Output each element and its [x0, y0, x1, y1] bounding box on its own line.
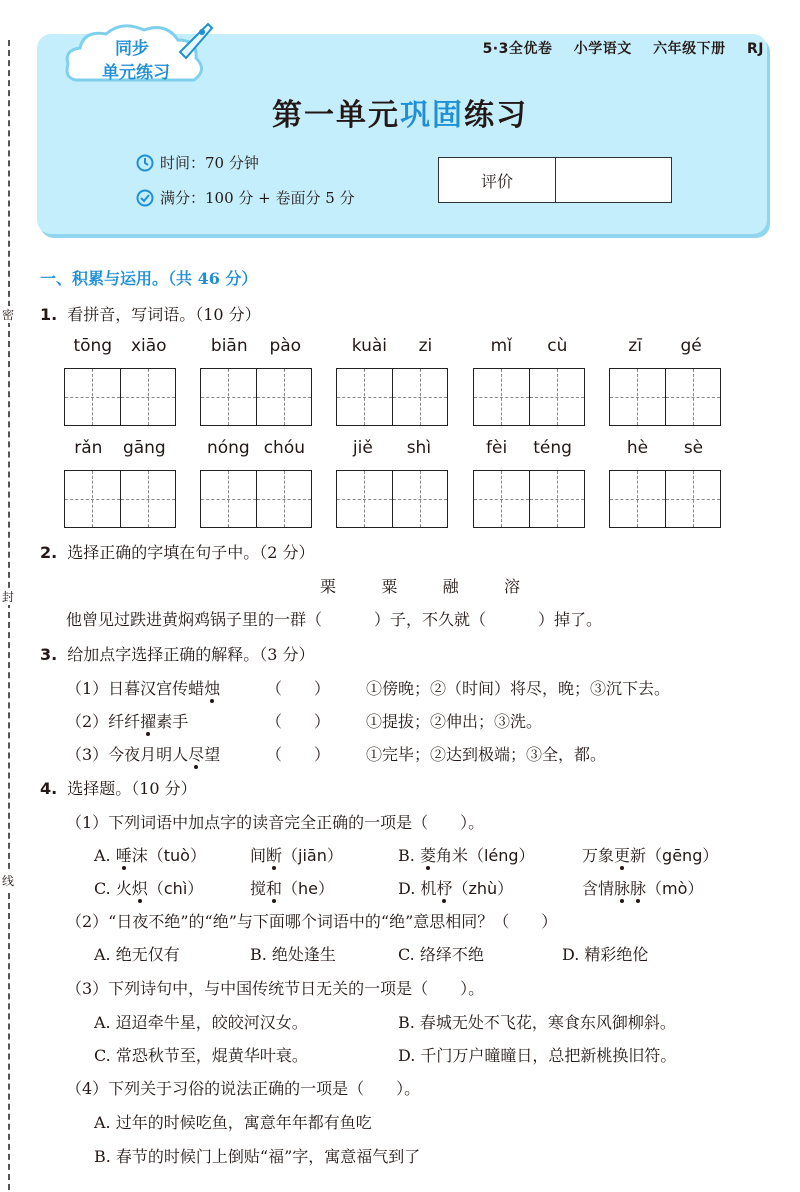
q4-2-option-c[interactable]: C. 络绎不绝: [398, 945, 484, 964]
q4-1-option-d1[interactable]: D. 机杼（zhù）: [398, 879, 514, 898]
writing-cell[interactable]: [474, 471, 529, 527]
writing-cell[interactable]: [201, 471, 256, 527]
series-name: 5·3全优卷: [482, 41, 553, 57]
writing-cell[interactable]: [665, 369, 721, 425]
pinyin-syllable: shì: [406, 438, 432, 458]
pinyin-syllable: téng: [533, 438, 572, 458]
q4-3-option-a[interactable]: A. 迢迢牵牛星，皎皎河汉女。: [94, 1013, 308, 1032]
q3-explanation: ①完毕；②达到极端；③全，都。: [366, 745, 607, 764]
writing-box[interactable]: [336, 368, 448, 426]
binding-char-feng: 封: [1, 590, 14, 604]
pinyin-label: [336, 336, 448, 356]
q4-4-stem: （4）下列关于习俗的说法正确的一项是（ ）。: [66, 1079, 421, 1098]
writing-box[interactable]: [200, 470, 312, 528]
writing-cell[interactable]: [610, 369, 665, 425]
q4-2-option-b[interactable]: B. 绝处逢生: [250, 945, 336, 964]
pinyin-label: [609, 336, 721, 356]
pinyin-syllable: hè: [626, 438, 649, 458]
char-option: 栗: [320, 577, 337, 596]
q4-3-option-d[interactable]: D. 千门万户曈曈日，总把新桃换旧符。: [398, 1046, 677, 1065]
writing-cell[interactable]: [201, 369, 256, 425]
question-3: 3. 给加点字选择正确的解释。（3 分）: [40, 645, 315, 664]
q3-blank[interactable]: （ ）: [266, 745, 331, 764]
pinyin-syllable: biān: [210, 336, 248, 356]
pinyin-syllable: rǎn: [74, 438, 103, 458]
q3-item: （1）日暮汉宫传蜡烛: [66, 679, 221, 698]
char-options: [320, 574, 520, 597]
rating-field[interactable]: [556, 158, 671, 202]
binding-char-xian: 线: [1, 874, 14, 888]
pinyin-label: [64, 336, 176, 356]
q4-4-option-b[interactable]: B. 春节的时候门上倒贴“福”字，寓意福气到了: [94, 1147, 421, 1166]
check-circle-icon: [136, 189, 154, 207]
char-option: 溶: [503, 577, 520, 596]
question-4: 4. 选择题。（10 分）: [40, 779, 197, 798]
pinyin-syllable: gāng: [122, 438, 166, 458]
writing-box[interactable]: [473, 470, 585, 528]
q4-1-option-c1[interactable]: C. 火炽（chì）: [94, 879, 204, 898]
pinyin-label: [609, 438, 721, 458]
pinyin-syllable: tōng: [73, 336, 113, 356]
badge-line1: 同步: [115, 39, 149, 59]
q4-1-option-a2: 间断（jiān）: [250, 846, 343, 865]
writing-cell[interactable]: [65, 369, 120, 425]
q4-4-option-a[interactable]: A. 过年的时候吃鱼，寓意年年都有鱼吃: [94, 1113, 372, 1132]
pinyin-syllable: pào: [269, 336, 302, 356]
binding-line: [8, 40, 10, 1190]
pinyin-syllable: zī: [628, 336, 642, 356]
pinyin-syllable: mǐ: [490, 336, 512, 356]
q3-explanation: ①提拔；②伸出；③洗。: [366, 712, 543, 731]
pinyin-syllable: xiāo: [130, 336, 167, 356]
q4-1-stem: （1）下列词语中加点字的读音完全正确的一项是（ ）。: [66, 813, 485, 832]
writing-cell[interactable]: [665, 471, 721, 527]
score-row: 满分：100 分 + 卷面分 5 分: [136, 187, 355, 208]
writing-box[interactable]: [64, 368, 176, 426]
writing-box[interactable]: [336, 470, 448, 528]
writing-cell[interactable]: [474, 369, 529, 425]
char-option: 融: [442, 577, 459, 596]
pinyin-label: [200, 438, 312, 458]
writing-cell[interactable]: [610, 471, 665, 527]
writing-cell[interactable]: [337, 471, 392, 527]
q3-explanation: ①傍晚；②（时间）将尽，晚；③沉下去。: [366, 679, 671, 698]
grade: 六年级下册: [653, 41, 726, 57]
cloud-badge: [62, 18, 214, 96]
q4-2-option-a[interactable]: A. 绝无仅有: [94, 945, 180, 964]
q3-blank[interactable]: （ ）: [266, 712, 331, 731]
pinyin-syllable: kuài: [351, 336, 388, 356]
pinyin-label: [473, 336, 585, 356]
q4-3-option-c[interactable]: C. 常恐秋节至，焜黄华叶衰。: [94, 1046, 308, 1065]
q4-1-option-b1[interactable]: B. 菱角米（léng）: [398, 846, 535, 865]
pinyin-syllable: nóng: [206, 438, 250, 458]
q4-2-stem: （2）“日夜不绝”的“绝”与下面哪个词语中的“绝”意思相同？（ ）: [66, 912, 558, 931]
q2-sentence: 他曾见过跌进黄焖鸡锅子里的一群（ ）子，不久就（ ）掉了。: [66, 610, 603, 629]
q4-1-option-c2: 搅和（he）: [250, 879, 335, 898]
writing-cell[interactable]: [337, 369, 392, 425]
q4-2-option-d[interactable]: D. 精彩绝伦: [562, 945, 649, 964]
pinyin-label: [64, 438, 176, 458]
series-info: [483, 38, 764, 58]
q4-3-stem: （3）下列诗句中，与中国传统节日无关的一项是（ ）。: [66, 979, 485, 998]
pinyin-syllable: jiě: [352, 438, 373, 458]
writing-box[interactable]: [609, 470, 721, 528]
q4-3-option-b[interactable]: B. 春城无处不飞花，寒食东风御柳斜。: [398, 1013, 676, 1032]
pinyin-syllable: cù: [547, 336, 568, 356]
pinyin-syllable: chóu: [263, 438, 305, 458]
writing-cell[interactable]: [529, 369, 585, 425]
badge-line2: 单元练习: [102, 63, 170, 83]
writing-box[interactable]: [200, 368, 312, 426]
q3-item: （2）纤纤擢素手: [66, 712, 189, 731]
rating-label: 评价: [439, 158, 556, 202]
writing-box[interactable]: [609, 368, 721, 426]
pinyin-syllable: sè: [683, 438, 704, 458]
q4-1-option-a1[interactable]: A. 唾沫（tuò）: [94, 846, 206, 865]
q4-1-option-b2: 万象更新（gēng）: [582, 846, 719, 865]
time-row: 时间：70 分钟: [136, 152, 259, 173]
writing-cell[interactable]: [256, 369, 312, 425]
q4-1-option-d2: 含情脉脉（mò）: [582, 879, 704, 898]
writing-cell[interactable]: [65, 471, 120, 527]
writing-cell[interactable]: [120, 369, 176, 425]
rating-box: [438, 157, 672, 203]
writing-cell[interactable]: [120, 471, 176, 527]
edition: RJ: [747, 41, 764, 57]
pinyin-label: [336, 438, 448, 458]
q3-item: （3）今夜月明人尽望: [66, 745, 221, 764]
pinyin-label: [473, 438, 585, 458]
question-1: 1. 看拼音，写词语。（10 分）: [40, 305, 261, 324]
subject: 小学语文: [573, 41, 632, 57]
writing-cell[interactable]: [392, 471, 448, 527]
page-title: 第一单元巩固练习: [272, 98, 528, 133]
q3-blank[interactable]: （ ）: [266, 679, 331, 698]
pinyin-syllable: fèi: [486, 438, 508, 458]
writing-box[interactable]: [64, 470, 176, 528]
char-option: 粟: [381, 577, 398, 596]
pinyin-syllable: gé: [680, 336, 702, 356]
writing-cell[interactable]: [256, 471, 312, 527]
section-title: 一、积累与运用。（共 46 分）: [40, 269, 258, 288]
pinyin-syllable: zi: [418, 336, 433, 356]
pinyin-label: [200, 336, 312, 356]
question-2: 2. 选择正确的字填在句子中。（2 分）: [40, 543, 315, 562]
binding-char-mi: 密: [1, 308, 14, 322]
clock-icon: [136, 154, 154, 172]
writing-box[interactable]: [473, 368, 585, 426]
writing-cell[interactable]: [392, 369, 448, 425]
writing-cell[interactable]: [529, 471, 585, 527]
